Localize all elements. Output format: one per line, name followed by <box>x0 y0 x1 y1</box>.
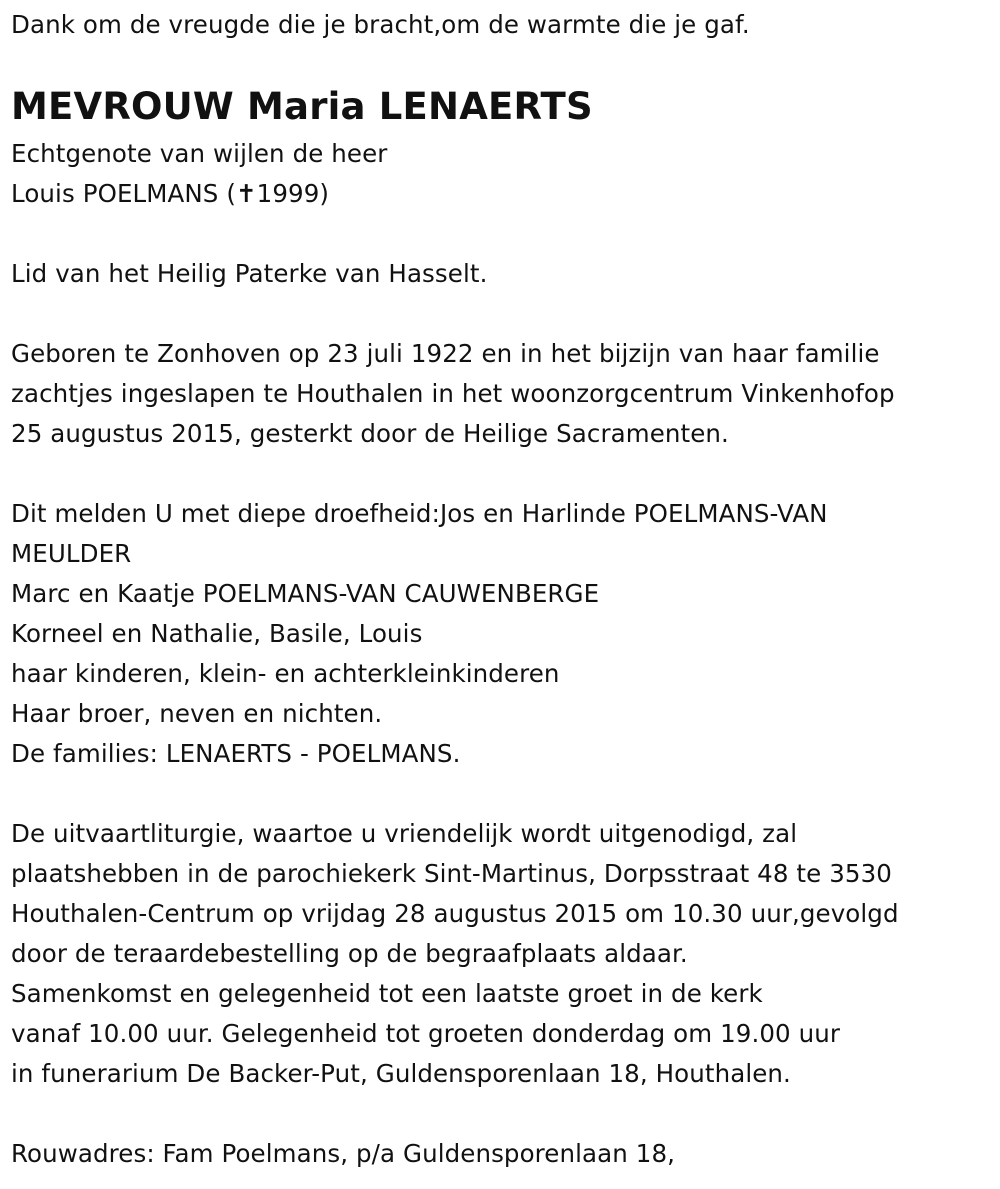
spacer <box>11 1094 899 1134</box>
paragraph-line: Marc en Kaatje POELMANS-VAN CAUWENBERGE <box>11 579 600 608</box>
spouse-name: Louis POELMANS ( <box>11 179 237 208</box>
paragraph-line: Houthalen-Centrum op vrijdag 28 augustus 2015 om 10.30 uur,gevolgd <box>11 899 899 928</box>
deceased-name: MEVROUW Maria LENAERTS <box>11 85 593 128</box>
paragraph-line: Samenkomst en gelegenheid tot een laatste groet in de kerk <box>11 979 763 1008</box>
paragraph-line: in funerarium De Backer-Put, Guldensporenlaan 18, Houthalen. <box>11 1059 791 1088</box>
birth-death-paragraph <box>11 334 899 454</box>
spouse-death-year: 1999) <box>256 179 330 208</box>
paragraph-line: Haar broer, neven en nichten. <box>11 699 383 728</box>
paragraph-line: De uitvaartliturgie, waartoe u vriendelijk wordt uitgenodigd, zal <box>11 819 798 848</box>
obituary-body <box>11 134 899 1174</box>
spacer <box>11 454 899 494</box>
funeral-paragraph <box>11 814 899 1094</box>
announcement-paragraph <box>11 494 899 774</box>
paragraph-line: De families: LENAERTS - POELMANS. <box>11 739 461 768</box>
paragraph-line: Geboren te Zonhoven op 23 juli 1922 en in het bijzijn van haar familie <box>11 339 880 368</box>
mourning-address: Rouwadres: Fam Poelmans, p/a Guldensporenlaan 18, <box>11 1139 676 1168</box>
paragraph-line: plaatshebben in de parochiekerk Sint-Martinus, Dorpsstraat 48 te 3530 <box>11 859 892 888</box>
spacer <box>11 294 899 334</box>
intro-quote: Dank om de vreugde die je bracht,om de warmte die je gaf. <box>11 10 750 39</box>
paragraph-line: Korneel en Nathalie, Basile, Louis <box>11 619 423 648</box>
paragraph-line: door de teraardebestelling op de begraafplaats aldaar. <box>11 939 688 968</box>
spouse-line-1: Echtgenote van wijlen de heer <box>11 139 388 168</box>
paragraph-line: Dit melden U met diepe droefheid:Jos en Harlinde POELMANS-VAN <box>11 499 828 528</box>
paragraph-line: 25 augustus 2015, gesterkt door de Heilige Sacramenten. <box>11 419 729 448</box>
paragraph-line: MEULDER <box>11 539 132 568</box>
membership-line: Lid van het Heilig Paterke van Hasselt. <box>11 259 488 288</box>
paragraph-line: haar kinderen, klein- en achterkleinkinderen <box>11 659 560 688</box>
spacer <box>11 774 899 814</box>
paragraph-line: vanaf 10.00 uur. Gelegenheid tot groeten donderdag om 19.00 uur <box>11 1019 841 1048</box>
paragraph-line: zachtjes ingeslapen te Houthalen in het woonzorgcentrum Vinkenhofop <box>11 379 895 408</box>
cross-icon: ✝ <box>236 179 257 208</box>
spacer <box>11 214 899 254</box>
spouse-line-2 <box>11 174 899 214</box>
